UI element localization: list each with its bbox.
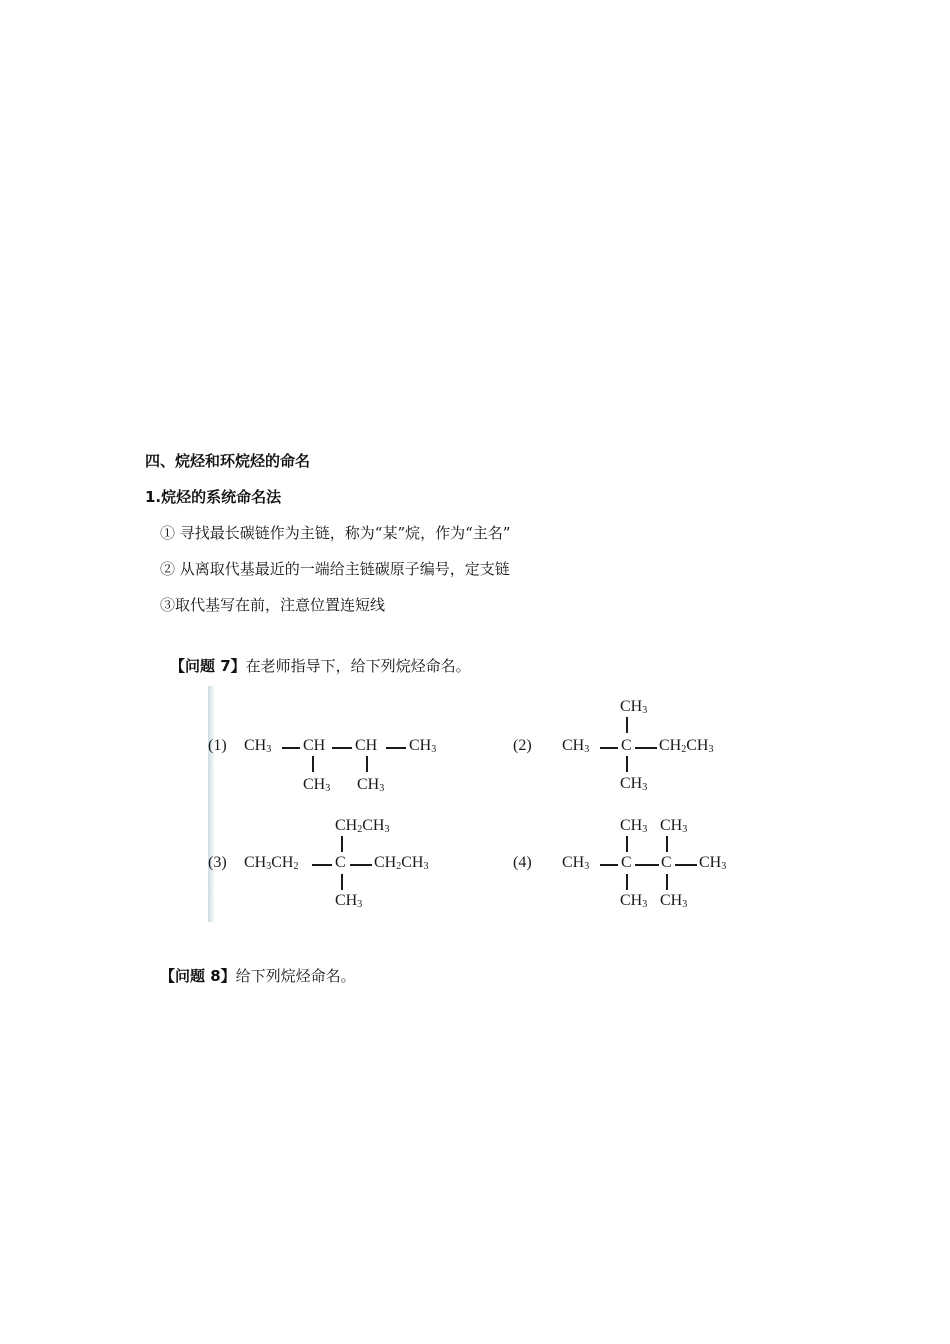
s3-bond (341, 874, 343, 890)
s1-bond (312, 756, 314, 772)
s2-main-2: $CH_2CH_3$ (659, 737, 714, 755)
s3-main-0: $CH_3CH_2$ (244, 854, 299, 872)
s2-top: $CH_3$ (620, 698, 648, 716)
s4-bond (600, 864, 618, 866)
step-2: ② 从离取代基最近的一端给主链碳原子编号，定支链 (160, 560, 510, 578)
s4-bond (626, 836, 628, 852)
question-7 (170, 655, 471, 676)
s2-bond (626, 717, 628, 733)
question-7-text: 在老师指导下，给下列烷烃命名。 (245, 657, 471, 675)
s3-bond (350, 864, 372, 866)
s1-bond (386, 747, 406, 749)
s2-main-1: C (621, 737, 632, 754)
s4-top-0: $CH_3$ (620, 817, 648, 835)
s1-main-3: $CH_3$ (409, 737, 437, 755)
step-1: ① 寻找最长碳链作为主链，称为“某”烷，作为“主名” (160, 524, 511, 542)
s2-bond (635, 747, 657, 749)
s2-bond (626, 756, 628, 772)
s4-main-0: $CH_3$ (562, 854, 590, 872)
scan-edge (208, 686, 215, 922)
s3-main-1: C (335, 854, 346, 871)
s1-branch-1: $CH_3$ (357, 776, 385, 794)
s3-bond (312, 864, 332, 866)
s3-bottom: $CH_3$ (335, 892, 363, 910)
s2-label: (2) (513, 737, 532, 754)
question-7-tag: 【问题 7】 (170, 657, 246, 675)
s4-label: (4) (513, 854, 532, 871)
s4-bottom-0: $CH_3$ (620, 892, 648, 910)
s3-label: (3) (208, 854, 227, 871)
s2-main-0: $CH_3$ (562, 737, 590, 755)
s3-bond (341, 836, 343, 852)
s4-bottom-1: $CH_3$ (660, 892, 688, 910)
s2-bottom: $CH_3$ (620, 775, 648, 793)
s4-main-3: $CH_3$ (699, 854, 727, 872)
s4-top-1: $CH_3$ (660, 817, 688, 835)
subsection-title: 1.烷烃的系统命名法 (145, 488, 282, 506)
s1-bond (366, 756, 368, 772)
question-8-text: 给下列烷烃命名。 (235, 967, 356, 985)
s4-bond (675, 864, 697, 866)
s4-bond (666, 836, 668, 852)
s1-main-0: $CH_3$ (244, 737, 272, 755)
s4-bond (626, 874, 628, 890)
s3-top: $CH_2CH_3$ (335, 817, 390, 835)
s4-main-2: C (661, 854, 672, 871)
s1-bond (282, 747, 300, 749)
s1-bond (332, 747, 352, 749)
s1-label: (1) (208, 737, 227, 754)
s3-main-2: $CH_2CH_3$ (374, 854, 429, 872)
s4-bond (635, 864, 659, 866)
s1-branch-0: $CH_3$ (303, 776, 331, 794)
question-8-tag: 【问题 8】 (160, 967, 236, 985)
s1-main-1: CH (303, 737, 326, 754)
s4-main-1: C (621, 854, 632, 871)
step-3: ③取代基写在前，注意位置连短线 (160, 596, 386, 614)
structural-formulas-figure (208, 686, 748, 922)
s4-bond (666, 874, 668, 890)
s1-main-2: CH (355, 737, 378, 754)
s2-bond (600, 747, 618, 749)
question-8 (160, 965, 356, 986)
section-title: 四、烷烃和环烷烃的命名 (145, 452, 311, 470)
